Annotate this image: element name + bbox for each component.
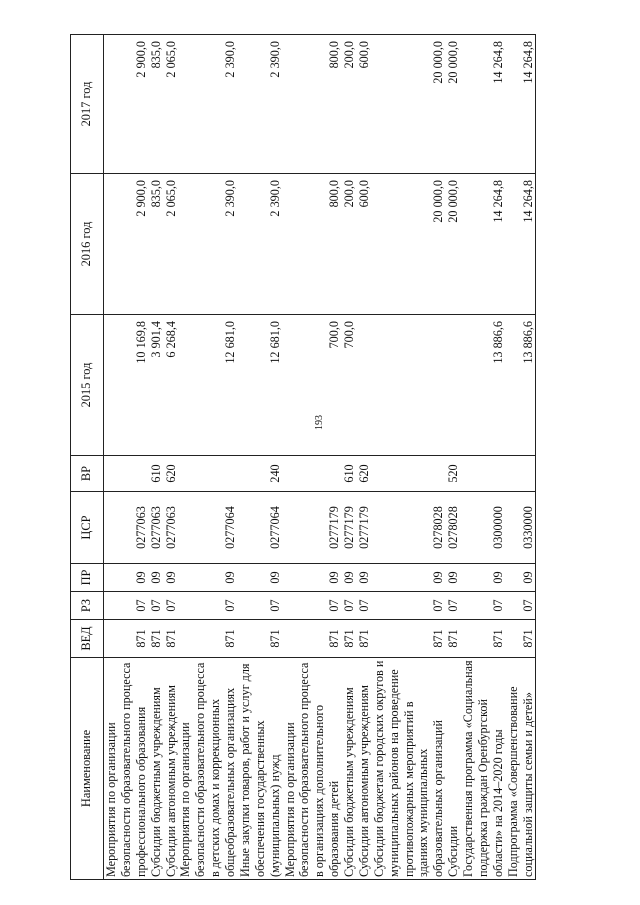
cell-name: Субсидии автономным учреждениям bbox=[357, 658, 372, 880]
cell-y2015: 13 886,6 bbox=[461, 315, 506, 456]
cell-csr: 0277179 bbox=[283, 492, 343, 564]
cell-vr: 620 bbox=[164, 456, 179, 492]
cell-y2016: 2 390,0 bbox=[178, 174, 238, 315]
cell-y2017: 800,0 bbox=[283, 35, 343, 174]
header-vr: ВР bbox=[71, 456, 104, 492]
page-number: 193 bbox=[314, 415, 325, 430]
cell-pr: 09 bbox=[446, 564, 461, 592]
header-2015: 2015 год bbox=[71, 315, 104, 456]
cell-rz: 07 bbox=[149, 592, 164, 620]
cell-y2015: 700,0 bbox=[283, 315, 343, 456]
cell-y2017: 20 000,0 bbox=[446, 35, 461, 174]
cell-pr: 09 bbox=[357, 564, 372, 592]
cell-y2016: 800,0 bbox=[283, 174, 343, 315]
cell-vr bbox=[372, 456, 446, 492]
cell-rz: 07 bbox=[461, 592, 506, 620]
cell-vr bbox=[461, 456, 506, 492]
cell-y2016: 835,0 bbox=[149, 174, 164, 315]
cell-pr: 09 bbox=[149, 564, 164, 592]
cell-name: Субсидии бюджетам городских округов и муниципальных районов на проведение противопожарных мероприятий в зданиях муниципальных образовательных организаций bbox=[372, 658, 446, 880]
cell-name: Субсидии bbox=[446, 658, 461, 880]
cell-y2017: 2 390,0 bbox=[178, 35, 238, 174]
cell-ved: 871 bbox=[178, 620, 238, 658]
cell-pr: 09 bbox=[283, 564, 343, 592]
cell-rz: 07 bbox=[506, 592, 536, 620]
cell-rz: 07 bbox=[446, 592, 461, 620]
cell-pr: 09 bbox=[238, 564, 283, 592]
cell-y2015: 6 268,4 bbox=[164, 315, 179, 456]
cell-name: Субсидии бюджетным учреждениям bbox=[342, 658, 357, 880]
cell-vr: 520 bbox=[446, 456, 461, 492]
cell-vr bbox=[283, 456, 343, 492]
cell-ved: 871 bbox=[149, 620, 164, 658]
cell-y2017: 2 390,0 bbox=[238, 35, 283, 174]
cell-y2017: 14 264,8 bbox=[506, 35, 536, 174]
table-row bbox=[357, 35, 372, 880]
cell-rz: 07 bbox=[238, 592, 283, 620]
cell-y2017: 600,0 bbox=[357, 35, 372, 174]
cell-pr: 09 bbox=[178, 564, 238, 592]
cell-vr bbox=[178, 456, 238, 492]
cell-y2017: 2 900,0 bbox=[104, 35, 149, 174]
table-row bbox=[446, 35, 461, 880]
cell-ved: 871 bbox=[506, 620, 536, 658]
cell-csr: 0277064 bbox=[238, 492, 283, 564]
cell-y2017: 835,0 bbox=[149, 35, 164, 174]
cell-ved: 871 bbox=[342, 620, 357, 658]
cell-y2016: 600,0 bbox=[357, 174, 372, 315]
header-2017: 2017 год bbox=[71, 35, 104, 174]
cell-ved: 871 bbox=[283, 620, 343, 658]
cell-rz: 07 bbox=[283, 592, 343, 620]
cell-y2015: 3 901,4 bbox=[149, 315, 164, 456]
cell-rz: 07 bbox=[342, 592, 357, 620]
cell-y2016: 20 000,0 bbox=[372, 174, 446, 315]
cell-ved: 871 bbox=[164, 620, 179, 658]
cell-pr: 09 bbox=[342, 564, 357, 592]
cell-name: Мероприятия по организации безопасности образовательного процесса в детских домах и коррекционных общеобразовательных организациях bbox=[178, 658, 238, 880]
cell-csr: 0277179 bbox=[342, 492, 357, 564]
cell-y2015: 12 681,0 bbox=[178, 315, 238, 456]
cell-y2016: 14 264,8 bbox=[461, 174, 506, 315]
cell-y2015: 700,0 bbox=[342, 315, 357, 456]
cell-rz: 07 bbox=[164, 592, 179, 620]
table-row bbox=[104, 35, 149, 880]
cell-y2017: 20 000,0 bbox=[372, 35, 446, 174]
cell-rz: 07 bbox=[357, 592, 372, 620]
cell-y2015: 12 681,0 bbox=[238, 315, 283, 456]
cell-vr: 240 bbox=[238, 456, 283, 492]
cell-pr: 09 bbox=[372, 564, 446, 592]
cell-pr: 09 bbox=[506, 564, 536, 592]
header-2016: 2016 год bbox=[71, 174, 104, 315]
cell-pr: 09 bbox=[164, 564, 179, 592]
header-pr: ПР bbox=[71, 564, 104, 592]
cell-pr: 09 bbox=[104, 564, 149, 592]
cell-name: Иные закупки товаров, работ и услуг для обеспечения государственных (муниципальных) нужд bbox=[238, 658, 283, 880]
cell-name: Мероприятия по организации безопасности образовательного процесса в организациях дополнительного образования детей bbox=[283, 658, 343, 880]
cell-ved: 871 bbox=[372, 620, 446, 658]
table-row bbox=[164, 35, 179, 880]
cell-y2015 bbox=[357, 315, 372, 456]
cell-name: Субсидии бюджетным учреждениям bbox=[149, 658, 164, 880]
cell-csr: 0278028 bbox=[446, 492, 461, 564]
rotated-page-content bbox=[70, 35, 600, 880]
table-row bbox=[372, 35, 446, 880]
cell-vr bbox=[506, 456, 536, 492]
cell-csr: 0277064 bbox=[178, 492, 238, 564]
cell-y2016: 2 900,0 bbox=[104, 174, 149, 315]
header-rz: РЗ bbox=[71, 592, 104, 620]
cell-y2016: 200,0 bbox=[342, 174, 357, 315]
cell-csr: 0300000 bbox=[461, 492, 506, 564]
cell-csr: 0277063 bbox=[149, 492, 164, 564]
cell-y2015 bbox=[372, 315, 446, 456]
cell-y2016: 14 264,8 bbox=[506, 174, 536, 315]
cell-ved: 871 bbox=[446, 620, 461, 658]
cell-csr: 0277063 bbox=[164, 492, 179, 564]
cell-ved: 871 bbox=[104, 620, 149, 658]
table-row bbox=[178, 35, 238, 880]
cell-rz: 07 bbox=[372, 592, 446, 620]
table-header-row bbox=[71, 35, 104, 880]
cell-name: Государственная программа «Социальная поддержка граждан Оренбургской области» на 2014–2020 годы bbox=[461, 658, 506, 880]
table-row bbox=[283, 35, 343, 880]
cell-y2017: 200,0 bbox=[342, 35, 357, 174]
table-row bbox=[149, 35, 164, 880]
header-name: Наименование bbox=[71, 658, 104, 880]
cell-vr: 610 bbox=[149, 456, 164, 492]
header-ved: ВЕД bbox=[71, 620, 104, 658]
table-body bbox=[104, 35, 536, 880]
table-row bbox=[238, 35, 283, 880]
cell-ved: 871 bbox=[461, 620, 506, 658]
table-row bbox=[342, 35, 357, 880]
cell-csr: 0277179 bbox=[357, 492, 372, 564]
cell-name: Субсидии автономным учреждениям bbox=[164, 658, 179, 880]
cell-rz: 07 bbox=[178, 592, 238, 620]
table-row bbox=[506, 35, 536, 880]
table-row bbox=[461, 35, 506, 880]
cell-name: Подпрограмма «Совершенствование социальной защиты семьи и детей» bbox=[506, 658, 536, 880]
cell-vr: 620 bbox=[357, 456, 372, 492]
cell-y2016: 2 390,0 bbox=[238, 174, 283, 315]
cell-y2015 bbox=[446, 315, 461, 456]
header-csr: ЦСР bbox=[71, 492, 104, 564]
cell-ved: 871 bbox=[357, 620, 372, 658]
cell-csr: 0278028 bbox=[372, 492, 446, 564]
cell-y2017: 14 264,8 bbox=[461, 35, 506, 174]
cell-csr: 0330000 bbox=[506, 492, 536, 564]
cell-rz: 07 bbox=[104, 592, 149, 620]
cell-pr: 09 bbox=[461, 564, 506, 592]
cell-ved: 871 bbox=[238, 620, 283, 658]
cell-vr bbox=[104, 456, 149, 492]
cell-y2017: 2 065,0 bbox=[164, 35, 179, 174]
budget-table bbox=[70, 34, 536, 880]
cell-vr: 610 bbox=[342, 456, 357, 492]
cell-y2015: 13 886,6 bbox=[506, 315, 536, 456]
cell-y2015: 10 169,8 bbox=[104, 315, 149, 456]
cell-csr: 0277063 bbox=[104, 492, 149, 564]
cell-y2016: 2 065,0 bbox=[164, 174, 179, 315]
cell-y2016: 20 000,0 bbox=[446, 174, 461, 315]
cell-name: Мероприятия по организации безопасности образовательного процесса профессионального образования bbox=[104, 658, 149, 880]
